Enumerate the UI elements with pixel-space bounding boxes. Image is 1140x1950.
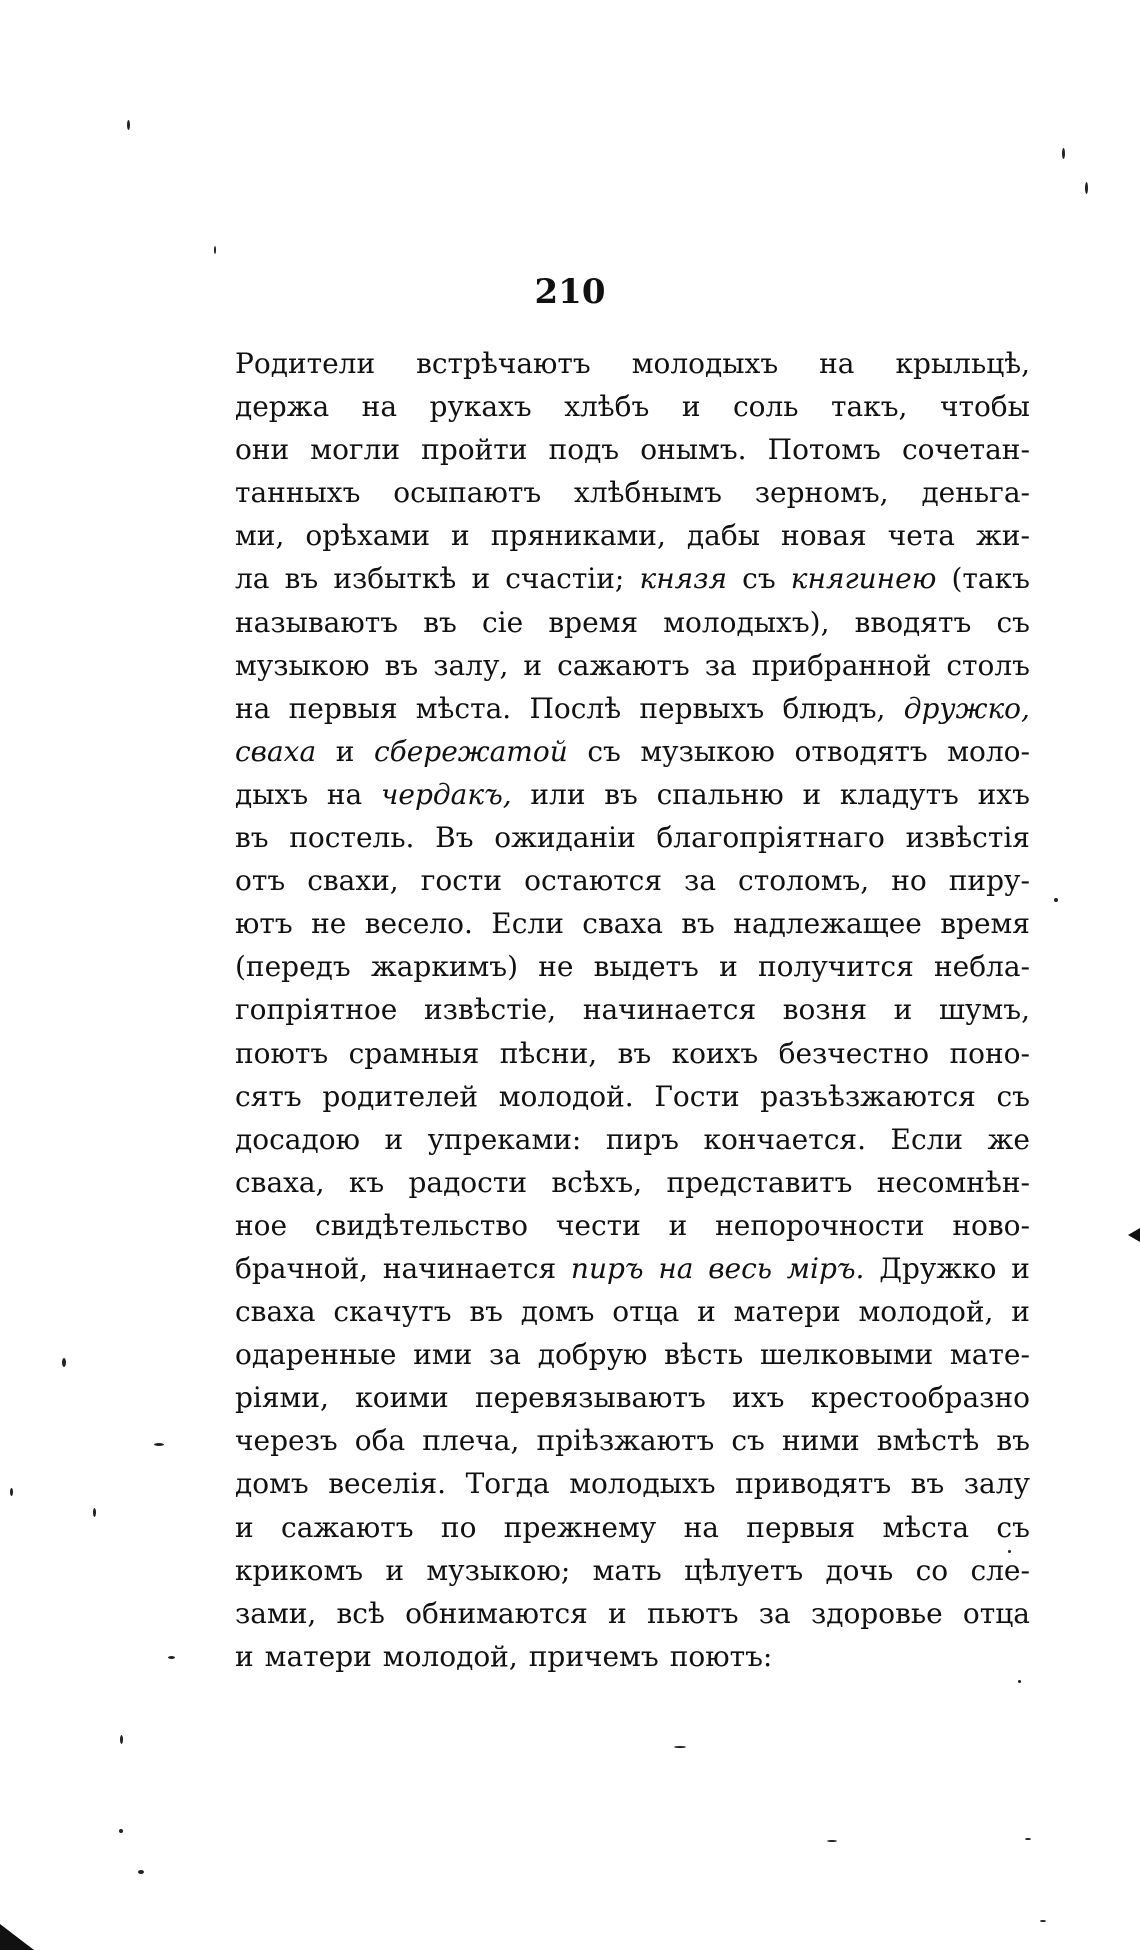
word: за	[758, 1596, 791, 1630]
word: на	[683, 1510, 719, 1544]
page-number: 210	[534, 272, 606, 312]
word: извѣстіе,	[423, 993, 557, 1027]
word: князя	[639, 562, 728, 596]
word: радости	[408, 1165, 528, 1199]
word: ное	[235, 1208, 288, 1242]
word: домъ	[235, 1467, 309, 1501]
word: и	[235, 1639, 254, 1673]
word: и	[719, 950, 738, 984]
scan-speck	[1008, 1550, 1011, 1553]
word: ютъ	[235, 907, 293, 941]
word: кончается.	[703, 1122, 866, 1156]
scan-speck	[1054, 898, 1058, 902]
word: и	[385, 1553, 405, 1587]
word: за	[684, 864, 717, 898]
word: и	[471, 562, 491, 596]
text-line	[235, 1549, 1030, 1592]
word: (передъ	[235, 950, 351, 984]
word: вмѣстѣ	[876, 1424, 980, 1458]
word: прибранной	[751, 648, 932, 682]
word: кладутъ	[839, 777, 959, 811]
word: соль	[732, 390, 799, 424]
word: музыкою;	[426, 1553, 571, 1587]
word: съ	[996, 1079, 1030, 1113]
word: выдетъ	[593, 950, 699, 984]
word: чтобы	[939, 390, 1030, 424]
text-line	[235, 902, 1030, 945]
scan-speck	[120, 1735, 123, 1744]
word: пѣсни,	[499, 1036, 598, 1070]
word: подъ	[548, 433, 620, 467]
word: благопріятнаго	[656, 821, 885, 855]
word: осыпаютъ	[393, 476, 542, 510]
word: всѣхъ,	[551, 1165, 643, 1199]
word: и	[335, 734, 355, 768]
word: поно-	[949, 1036, 1030, 1070]
word: родителей	[322, 1079, 479, 1113]
word: онымъ.	[640, 433, 747, 467]
word: пиръ	[570, 1251, 644, 1285]
word: Дружко	[879, 1251, 997, 1285]
text-line	[235, 1592, 1030, 1635]
word: и	[893, 993, 913, 1027]
word: прежнему	[503, 1510, 657, 1544]
word: пріѣзжаютъ	[536, 1424, 715, 1458]
word: веселія.	[328, 1467, 447, 1501]
word: остаются	[524, 864, 663, 898]
word: въ	[681, 907, 715, 941]
word: сажаютъ	[557, 648, 690, 682]
word: добрую	[537, 1338, 648, 1372]
word: деньга-	[921, 476, 1030, 510]
word: и	[697, 1295, 716, 1329]
word: поютъ:	[669, 1639, 773, 1673]
word: мѣста	[882, 1510, 970, 1544]
word: отъ	[235, 864, 286, 898]
word: дружко,	[903, 691, 1030, 725]
word: поютъ	[235, 1036, 329, 1070]
scan-speck	[214, 246, 216, 254]
scan-speck	[119, 1829, 123, 1833]
word: молодыхъ	[631, 347, 779, 380]
word: ихъ	[977, 777, 1030, 811]
word: гости	[420, 864, 503, 898]
word: крестообразно	[810, 1381, 1030, 1415]
word: представитъ	[666, 1165, 853, 1199]
word: сочетан-	[901, 433, 1030, 467]
word: сятъ	[235, 1079, 302, 1113]
scan-edge-mark	[1128, 1228, 1140, 1242]
word: съ	[731, 1424, 765, 1458]
text-line	[235, 816, 1030, 859]
word: они	[235, 433, 290, 467]
word: Тогда	[465, 1467, 550, 1501]
word: чета	[887, 519, 955, 553]
word: получится	[757, 950, 914, 984]
word: моло-	[947, 734, 1030, 768]
word: спальню	[656, 777, 784, 811]
word: и	[523, 648, 543, 682]
word: и	[608, 1596, 627, 1630]
word: къ	[348, 1165, 385, 1199]
word: съ	[996, 1510, 1030, 1544]
scan-speck	[138, 1870, 144, 1874]
word: съ	[742, 562, 776, 596]
text-line	[235, 1635, 1030, 1678]
word: несомнѣн-	[876, 1165, 1030, 1199]
word: избыткѣ	[333, 562, 457, 596]
word: столъ	[946, 648, 1030, 682]
text-line	[235, 730, 1030, 773]
word: орѣхами	[305, 519, 430, 553]
word: черезъ	[235, 1424, 338, 1458]
word: одаренные	[235, 1338, 397, 1372]
word: хлѣбъ	[564, 390, 650, 424]
word: Послѣ	[529, 691, 622, 725]
word: музыкою	[235, 648, 370, 682]
word: время	[940, 907, 1030, 941]
word: Если	[890, 1122, 964, 1156]
text-line	[235, 1032, 1030, 1075]
text-line	[235, 1419, 1030, 1462]
scan-speck	[168, 1656, 175, 1659]
word: блюдъ,	[782, 691, 886, 725]
word: пиръ	[605, 1122, 679, 1156]
word: начинается	[582, 993, 757, 1027]
word: ожиданіи	[494, 821, 636, 855]
text-line	[235, 773, 1030, 816]
word: сажаютъ	[281, 1510, 414, 1544]
word: молодой,	[858, 1295, 994, 1329]
word: гопріятное	[235, 993, 398, 1027]
word: сваха,	[235, 1165, 325, 1199]
word: матери	[264, 1639, 372, 1673]
word: но	[891, 864, 927, 898]
word: жи-	[976, 519, 1030, 553]
word: небла-	[933, 950, 1030, 984]
word: ново-	[952, 1208, 1030, 1242]
word: обнимаются	[405, 1596, 588, 1630]
text-line	[235, 342, 1030, 385]
word: и	[802, 777, 822, 811]
word: пройти	[421, 433, 528, 467]
scan-speck	[827, 1840, 837, 1842]
word: такъ,	[831, 390, 908, 424]
word: причемъ	[528, 1639, 659, 1673]
word: дыхъ	[235, 777, 309, 811]
word: и	[1011, 1251, 1030, 1285]
word: по	[440, 1510, 477, 1544]
word: ими	[413, 1338, 473, 1372]
text-line	[235, 514, 1030, 557]
word: въ	[617, 1036, 652, 1070]
text-line	[235, 557, 1030, 600]
word: залу,	[433, 648, 509, 682]
word: за	[489, 1338, 521, 1372]
word: скачутъ	[333, 1295, 452, 1329]
word: ми,	[235, 519, 285, 553]
word: въ	[469, 1295, 503, 1329]
word: разъѣзжаются	[760, 1079, 976, 1113]
word: столомъ,	[738, 864, 870, 898]
word: сіе	[481, 605, 524, 639]
word: въ	[384, 648, 419, 682]
word: жаркимъ)	[370, 950, 518, 984]
word: держа	[235, 390, 330, 424]
word: сбережатой	[373, 734, 568, 768]
word: не	[311, 907, 347, 941]
word: съ	[996, 605, 1030, 639]
word: музыкою	[640, 734, 775, 768]
word: пиру-	[948, 864, 1030, 898]
body-text	[235, 342, 1030, 1678]
word: крыльцѣ,	[895, 347, 1030, 380]
word: приводятъ	[735, 1467, 892, 1501]
word: коихъ	[671, 1036, 759, 1070]
word: матери	[733, 1295, 841, 1329]
scan-corner-mark	[0, 1924, 34, 1950]
word: на	[819, 347, 855, 380]
scan-speck	[1040, 1920, 1046, 1922]
scan-speck	[1062, 148, 1065, 159]
scan-speck	[10, 1488, 13, 1496]
text-line	[235, 644, 1030, 687]
word: и	[1011, 1295, 1030, 1329]
scan-speck	[62, 1358, 66, 1367]
word: въ	[910, 1467, 945, 1501]
word: весело.	[364, 907, 473, 941]
word: или	[530, 777, 586, 811]
word: называютъ	[235, 605, 399, 639]
scan-speck	[1018, 1680, 1021, 1683]
word: всѣ	[336, 1596, 385, 1630]
word: мать	[592, 1553, 662, 1587]
word: домъ	[520, 1295, 595, 1329]
word: молодой.	[498, 1079, 634, 1113]
word: мѣста.	[415, 691, 512, 725]
word: начинается	[382, 1251, 557, 1285]
word: новая	[781, 519, 867, 553]
word: Если	[491, 907, 564, 941]
word: вѣсть	[664, 1338, 744, 1372]
scan-speck	[1025, 1838, 1031, 1840]
word: срамныя	[348, 1036, 480, 1070]
word: и	[681, 390, 701, 424]
text-line	[235, 687, 1030, 730]
word: и	[384, 1122, 404, 1156]
word: ними	[781, 1424, 860, 1458]
word: сваха	[235, 1295, 316, 1329]
scan-speck	[154, 1443, 164, 1446]
word: молодыхъ	[569, 1467, 716, 1501]
word: молодой,	[382, 1639, 518, 1673]
word: отца	[962, 1596, 1030, 1630]
word: первыя	[288, 691, 398, 725]
scan-speck	[1085, 182, 1088, 194]
word: безчестно	[778, 1036, 930, 1070]
word: Родители	[235, 347, 376, 380]
word: весь	[708, 1251, 773, 1285]
word: шумъ,	[938, 993, 1030, 1027]
word: Потомъ	[767, 433, 881, 467]
word: перевязываютъ	[475, 1381, 706, 1415]
word: могли	[310, 433, 401, 467]
word: надлежащее	[733, 907, 922, 941]
word: время	[548, 605, 639, 639]
word: шелковыми	[759, 1338, 934, 1372]
word: досадою	[235, 1122, 360, 1156]
word: пряниками,	[490, 519, 666, 553]
text-line	[235, 601, 1030, 644]
word: Въ	[435, 821, 474, 855]
word: ла	[235, 562, 270, 596]
word: же	[987, 1122, 1030, 1156]
word: отца	[612, 1295, 680, 1329]
text-line	[235, 1333, 1030, 1376]
word: сле-	[970, 1553, 1030, 1587]
text-line	[235, 1075, 1030, 1118]
word: въ	[235, 821, 269, 855]
word: ихъ	[732, 1381, 785, 1415]
word: плеча,	[422, 1424, 520, 1458]
word: ріями,	[235, 1381, 329, 1415]
word: счастіи;	[505, 562, 625, 596]
word: встрѣчаютъ	[416, 347, 591, 380]
text-line	[235, 988, 1030, 1031]
word: оба	[354, 1424, 406, 1458]
scan-speck	[93, 1508, 96, 1517]
text-line	[235, 1376, 1030, 1419]
word: въ	[423, 605, 457, 639]
scan-speck	[674, 1746, 686, 1748]
word: первыхъ	[639, 691, 765, 725]
word: отводятъ	[794, 734, 928, 768]
word: дочь	[825, 1553, 894, 1587]
word: и	[235, 1510, 254, 1544]
word: крикомъ	[235, 1553, 364, 1587]
text-line	[235, 385, 1030, 428]
word: первыя	[746, 1510, 856, 1544]
word: (такъ	[951, 562, 1030, 596]
word: танныхъ	[235, 476, 361, 510]
word: въ	[604, 777, 638, 811]
word: сваха	[582, 907, 663, 941]
word: и	[451, 519, 470, 553]
word: зами,	[235, 1596, 317, 1630]
word: міръ.	[786, 1251, 865, 1285]
text-line	[235, 1161, 1030, 1204]
text-line	[235, 1247, 1030, 1290]
word: за	[704, 648, 737, 682]
word: на	[658, 1251, 694, 1285]
word: рукахъ	[429, 390, 532, 424]
word: цѣлуетъ	[684, 1553, 804, 1587]
text-line	[235, 1204, 1030, 1247]
word: возня	[782, 993, 867, 1027]
scan-speck	[127, 120, 130, 130]
word: свидѣтельство	[314, 1208, 529, 1242]
word: на	[326, 777, 363, 811]
word: княгинею	[790, 562, 937, 596]
word: молодыхъ),	[663, 605, 830, 639]
text-line	[235, 471, 1030, 514]
text-line	[235, 1290, 1030, 1333]
word: на	[235, 691, 271, 725]
word: и	[668, 1208, 688, 1242]
word: постель.	[289, 821, 415, 855]
text-line	[235, 1506, 1030, 1549]
word: дабы	[686, 519, 760, 553]
word: хлѣбнымъ	[574, 476, 722, 510]
text-line	[235, 945, 1030, 988]
word: съ	[587, 734, 621, 768]
word: залу	[963, 1467, 1030, 1501]
word: сваха	[235, 734, 317, 768]
text-line	[235, 428, 1030, 471]
word: въ	[284, 562, 319, 596]
word: чердакъ,	[381, 777, 512, 811]
word: въ	[996, 1424, 1030, 1458]
text-line	[235, 1118, 1030, 1161]
text-line	[235, 859, 1030, 902]
word: мате-	[949, 1338, 1030, 1372]
word: вводятъ	[854, 605, 972, 639]
word: со	[915, 1553, 949, 1587]
word: брачной,	[235, 1251, 369, 1285]
word: непорочности	[715, 1208, 925, 1242]
word: Гости	[654, 1079, 740, 1113]
word: свахи,	[307, 864, 399, 898]
word: чести	[555, 1208, 641, 1242]
word: на	[361, 390, 398, 424]
word: не	[538, 950, 574, 984]
text-line	[235, 1462, 1030, 1505]
word: упреками:	[427, 1122, 582, 1156]
word: здоровье	[810, 1596, 943, 1630]
word: пьютъ	[646, 1596, 739, 1630]
word: зерномъ,	[754, 476, 889, 510]
word: извѣстія	[905, 821, 1030, 855]
word: коими	[355, 1381, 449, 1415]
